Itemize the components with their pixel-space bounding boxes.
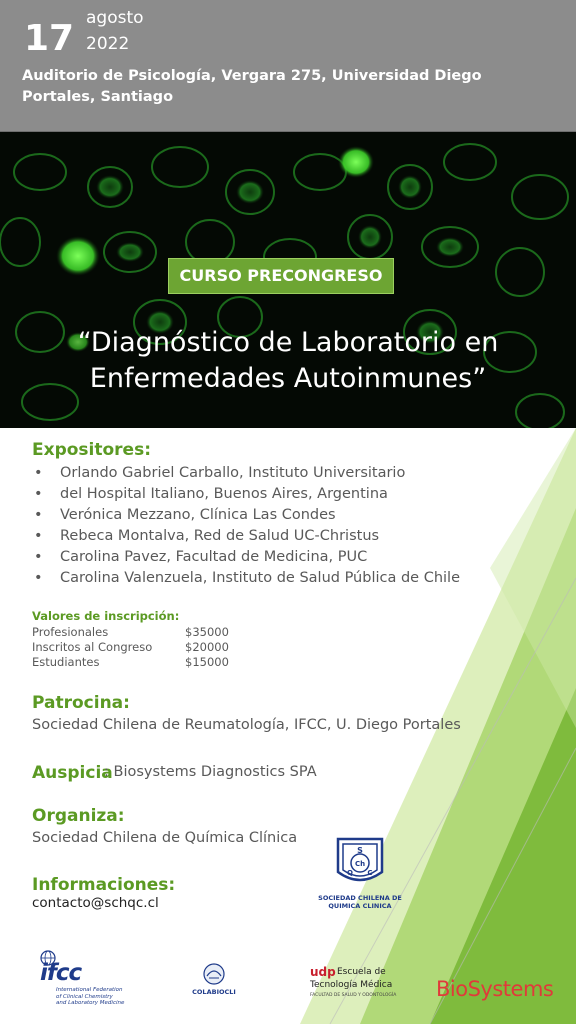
ifcc-tagline-line-3: and Laboratory Medicine	[56, 1000, 125, 1006]
auspicia-text: : Biosystems Diagnostics SPA	[104, 764, 317, 780]
schqc-mark-left: Q	[347, 869, 353, 877]
event-year: 2022	[86, 34, 130, 54]
colabiocli-emblem-icon	[201, 962, 227, 986]
list-item: • del Hospital Italiano, Buenos Aires, Argentina	[34, 484, 460, 505]
header-band	[0, 0, 576, 132]
ifcc-tagline	[56, 987, 124, 1007]
schqc-logo	[310, 836, 410, 910]
venue-line-1: Auditorio de Psicología, Vergara 275, Universidad Diego	[22, 68, 482, 84]
ifcc-tagline-line-1: International Federation	[56, 987, 123, 993]
colabiocli-logo	[190, 962, 238, 1006]
course-title-line-1: “Diagnóstico de Laboratorio en	[77, 327, 499, 358]
udp-school-line-1: Escuela de	[337, 967, 386, 977]
udp-school-line-2: Tecnología Médica	[310, 980, 393, 990]
course-badge: CURSO PRECONGRESO	[168, 258, 394, 294]
ifcc-wordmark: ifcc	[40, 960, 82, 986]
venue-line-2: Portales, Santiago	[22, 89, 174, 105]
udp-logo	[310, 965, 420, 1005]
udp-wordmark: udp	[310, 965, 336, 979]
fee-label: Estudiantes	[32, 655, 100, 669]
sponsor-text: Sociedad Chilena de Reumatología, IFCC, U. Diego Portales	[32, 717, 461, 733]
fee-value: $15000	[185, 655, 229, 669]
fee-label: Profesionales	[32, 625, 109, 639]
ifcc-logo	[36, 950, 136, 1010]
event-venue	[22, 66, 542, 108]
fee-value: $20000	[185, 640, 229, 654]
fees-heading: Valores de inscripción:	[32, 609, 180, 623]
schqc-name-line-1: SOCIEDAD CHILENA DE	[318, 894, 402, 902]
schqc-name	[310, 894, 410, 910]
course-title	[0, 325, 576, 397]
contact-email[interactable]: contacto@schqc.cl	[32, 895, 159, 911]
list-item: • Rebeca Montalva, Red de Salud UC-Christus	[34, 526, 460, 547]
fee-value: $35000	[185, 625, 229, 639]
biosystems-logo: BioSystems	[436, 977, 554, 1001]
fee-row	[32, 640, 229, 654]
fee-row	[32, 625, 229, 639]
speakers-list	[34, 463, 460, 589]
colabiocli-wordmark: COLABIOCLI	[192, 988, 236, 996]
schqc-mark-top: S	[357, 846, 363, 855]
fee-label: Inscritos al Congreso	[32, 640, 153, 654]
auspicia-heading: Auspicia	[32, 763, 113, 783]
schqc-mark-mid: Ch	[354, 860, 366, 868]
course-title-line-2: Enfermedades Autoinmunes”	[89, 363, 487, 394]
organiza-heading: Organiza:	[32, 806, 125, 826]
schqc-name-line-2: QUIMICA CLINICA	[328, 902, 392, 910]
ifcc-tagline-line-2: of Clinical Chemistry	[56, 993, 113, 1000]
sponsor-heading: Patrocina:	[32, 693, 130, 713]
organiza-text: Sociedad Chilena de Química Clínica	[32, 830, 298, 846]
speakers-heading: Expositores:	[32, 440, 152, 460]
udp-faculty: FACULTAD DE SALUD Y ODONTOLOGÍA	[310, 993, 397, 998]
list-item: • Orlando Gabriel Carballo, Instituto Universitario	[34, 463, 460, 484]
list-item: • Carolina Pavez, Facultad de Medicina, PUC	[34, 547, 460, 568]
event-day: 17	[24, 18, 75, 59]
schqc-mark-right: C	[367, 869, 373, 877]
fee-row	[32, 655, 229, 669]
info-heading: Informaciones:	[32, 875, 176, 895]
list-item: • Verónica Mezzano, Clínica Las Condes	[34, 505, 460, 526]
schqc-emblem-icon	[310, 836, 410, 890]
list-item: • Carolina Valenzuela, Instituto de Salud Pública de Chile	[34, 568, 460, 589]
event-month: agosto	[86, 8, 144, 28]
hero-microscopy-image	[0, 132, 576, 428]
